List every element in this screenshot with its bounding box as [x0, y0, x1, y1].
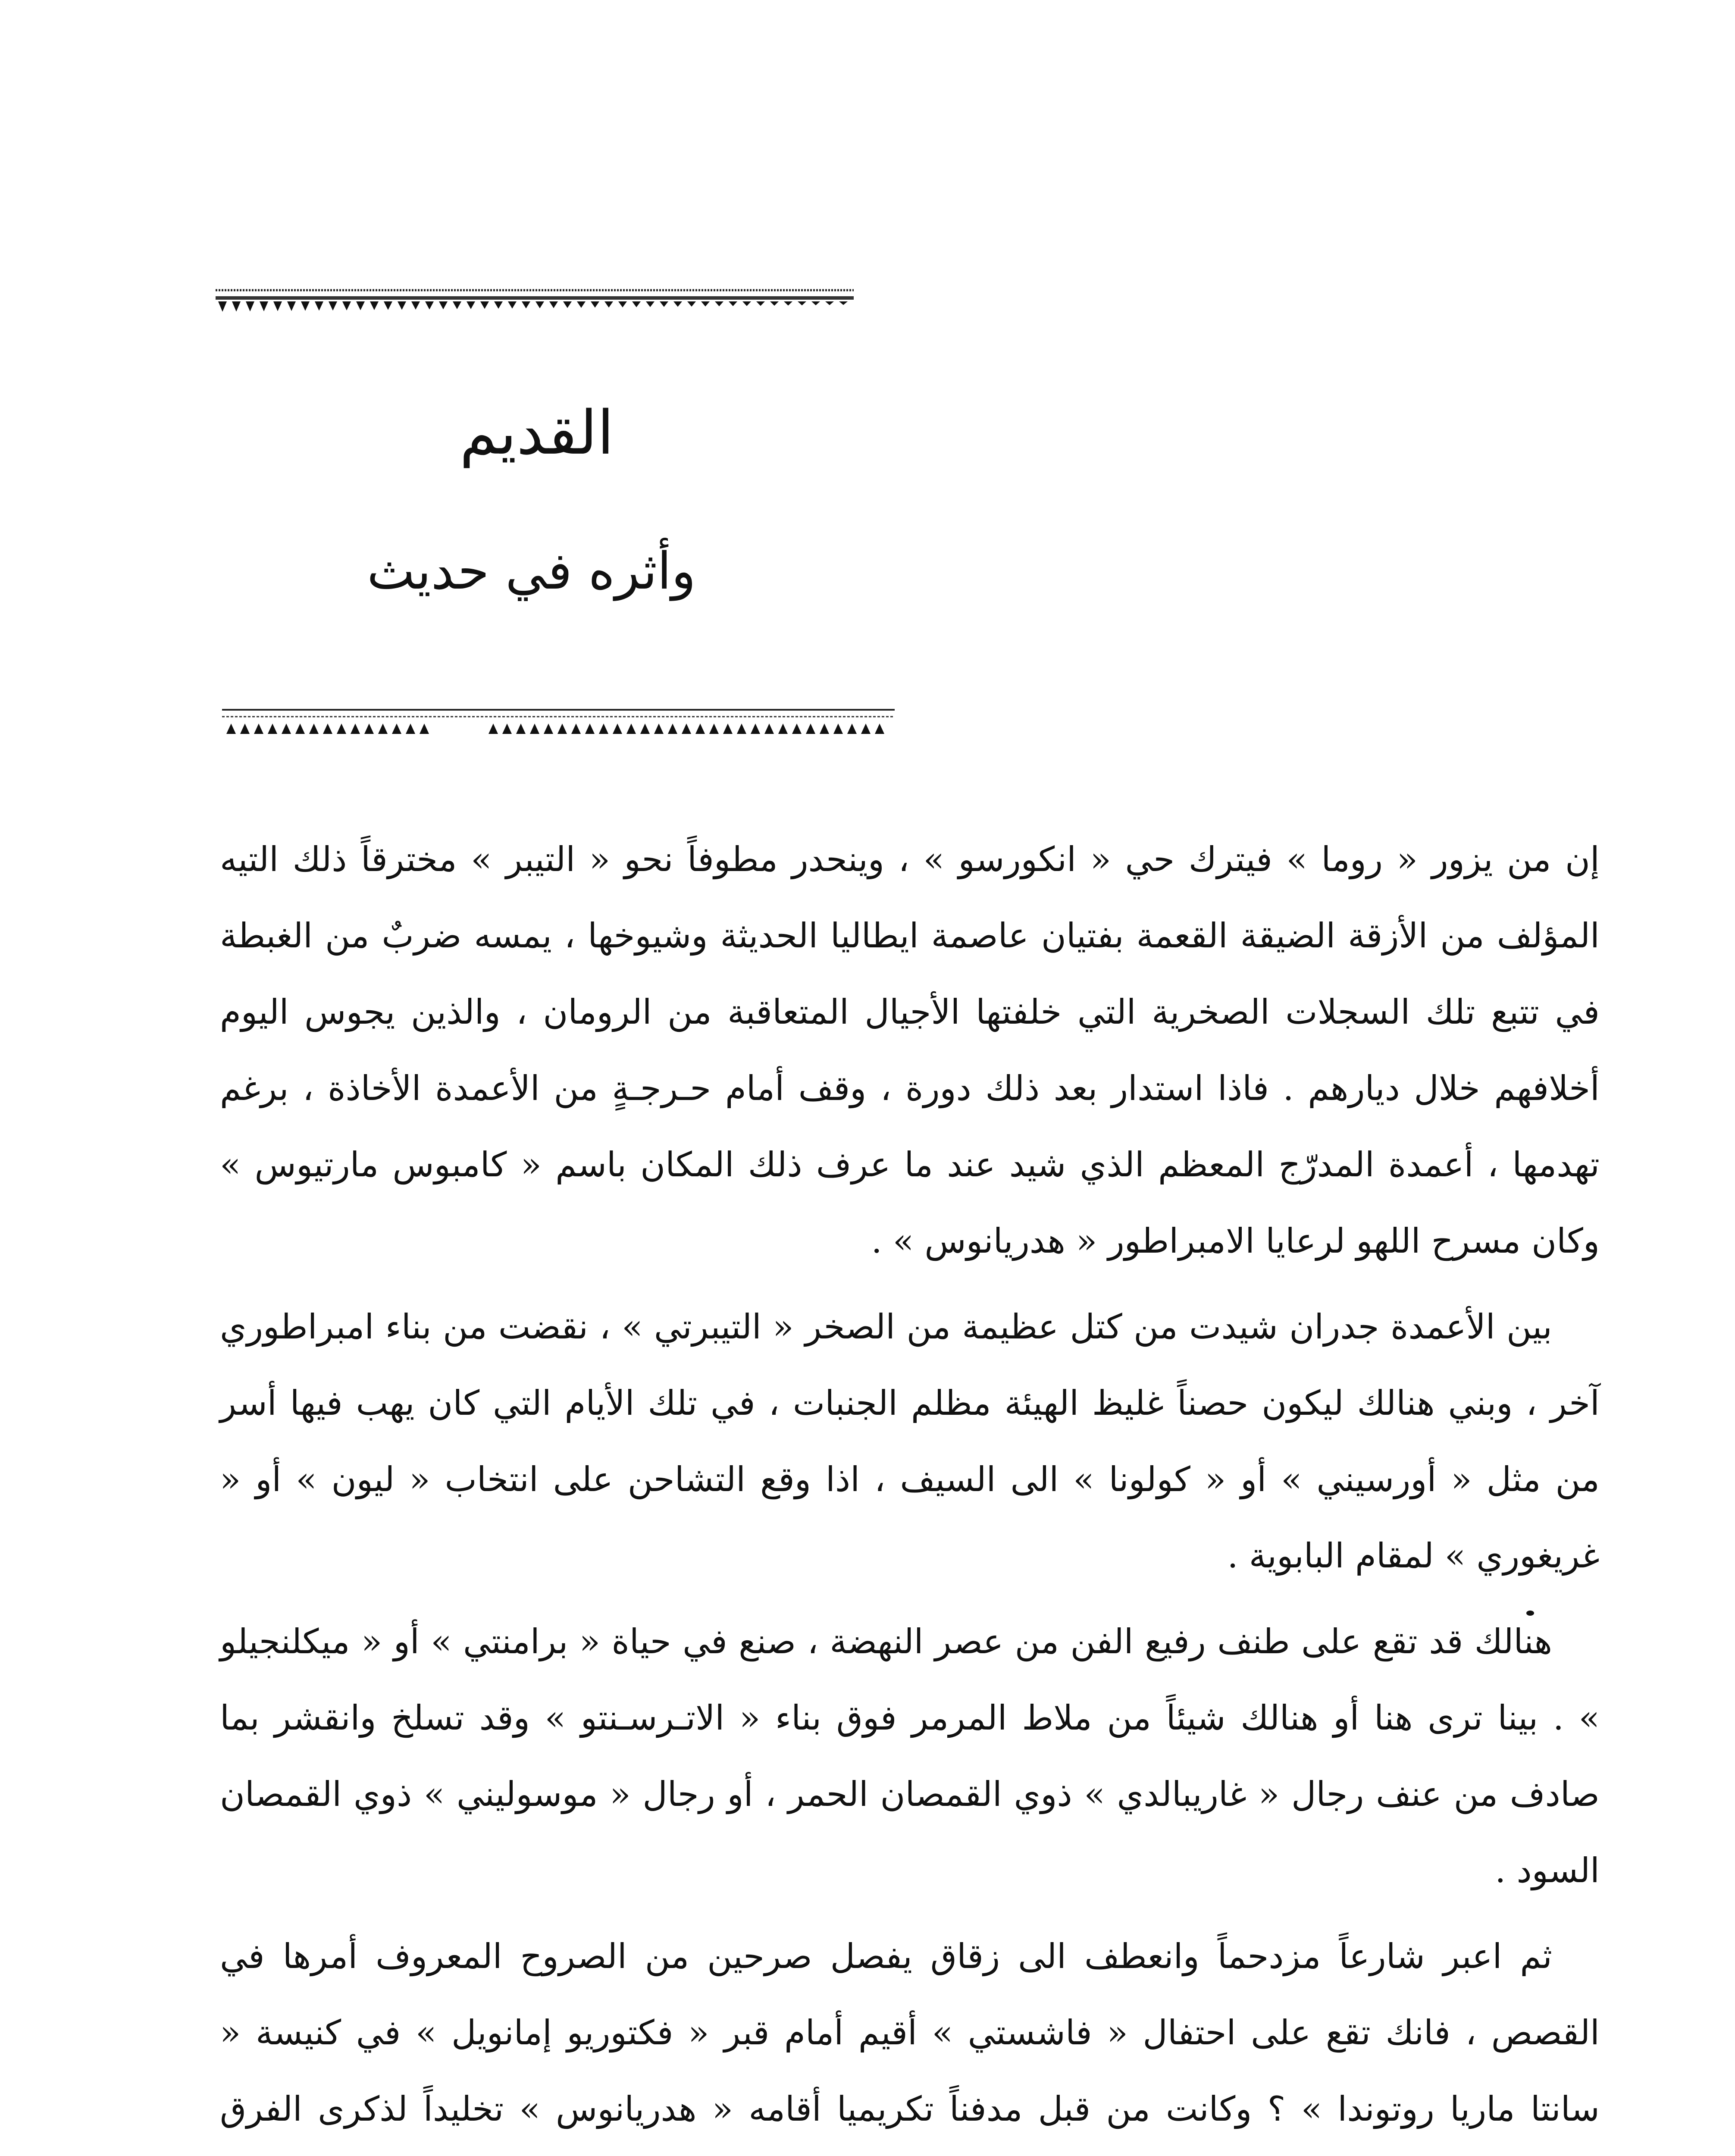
ornament-glyph [439, 301, 448, 309]
ornament-glyph [351, 724, 360, 734]
ornament-glyph [467, 301, 475, 309]
ornament-glyph [742, 301, 751, 306]
ornament-glyph [295, 724, 305, 734]
ornament-glyph [784, 301, 792, 306]
ornament-glyph [544, 724, 553, 734]
paragraph: إن من يزور « روما » فيترك حي « انكورسو » ، وينحدر مطوفاً نحو « التيبر » مخترقاً ذلك التيه المؤلف من الأزقة الضيقة القعمة بفتيان عاصمة ايطاليا الحديثة وشيوخها ، يمسه ضربٌ من الغبطة في تتبع تلك السجلات الصخرية التي خلفتها الأجيال المتعاقبة من الرومان ، والذين يجوس اليوم أخلافهم خلال ديارهم . فاذا استدار بعد ذلك دورة ، وقف أمام حـرجـةٍ من الأعمدة الأخاذة ، برغم تهدمها ، أعمدة المدرّج المعظم الذي شيد عند ما عرف ذلك المكان باسم « كامبوس مارتيوس » وكان مسرح اللهو لرعايا الامبراطور « هدريانوس » . [220, 840, 1600, 1261]
ornament-glyph [709, 724, 719, 734]
bottom-ornament-rule [222, 707, 895, 755]
ornament-glyph [687, 301, 696, 307]
ornament-glyph [695, 724, 705, 734]
paragraph: بين الأعمدة جدران شيدت من كتل عظيمة من الصخر « التيبرتي » ، نقضت من بناء امبراطوري آخر ، وبني هنالك ليكون حصناً غليظ الهيئة مظلم الجنبات ، في تلك الأيام التي كان يهب فيها أسر من مثل « أورسيني » أو « كولونا » الى السيف ، اذا وقع التشاحن على انتخاب « ليون » أو « غريغوري » لمقام البابوية . [220, 1307, 1600, 1576]
ornament-glyph [260, 301, 268, 311]
ornament-glyph [654, 724, 664, 734]
ornament-glyph [820, 724, 829, 734]
ornament-glyph [530, 724, 539, 734]
ornament-glyph [315, 301, 323, 311]
ornament-glyph [240, 724, 250, 734]
ornament-glyph [226, 724, 236, 734]
ornament-glyph [591, 301, 599, 308]
ornament-glyph [861, 724, 871, 734]
article-body [220, 821, 1600, 2156]
ornament-glyph [232, 301, 241, 312]
ornament-glyph [770, 301, 779, 306]
ornament-glyph [323, 724, 332, 734]
ornament-glyph [723, 724, 733, 734]
ornament-glyph [516, 724, 526, 734]
ornament-glyph [839, 301, 848, 305]
ornament-glyph [618, 301, 627, 307]
ornament-glyph [337, 724, 346, 734]
ornament-glyph [364, 724, 374, 734]
ornament-glyph [715, 301, 723, 306]
ornament-glyph [301, 301, 310, 311]
ornament-glyph [811, 301, 820, 305]
ornament-glyph [549, 301, 558, 308]
ornament-glyph [825, 301, 834, 305]
ornament-glyph [673, 301, 682, 307]
paragraph: هنالك قد تقع على طنف رفيع الفن من عصر النهضة ، صنع في حياة « برامنتي » أو « ميكلنجيلو » . بينا ترى هنا أو هنالك شيئاً من ملاط المرمر فوق بناء « الاتـرسـنتو » وقد تسلخ وانقشر بما صادف من عنف رجال « غاريبالدي » ذوي القمصان الحمر ، أو رجال « موسوليني » ذوي القمصان السود . [220, 1622, 1600, 1890]
ornament-glyph [246, 301, 254, 311]
ornament-glyph [626, 724, 636, 734]
ornament-glyph [273, 301, 282, 311]
ornament-glyph [585, 724, 595, 734]
ornament-glyph [425, 301, 434, 310]
ornament-glyph [751, 724, 760, 734]
ornament-glyph [632, 301, 641, 307]
ornament-glyph [420, 724, 429, 734]
ornament-glyph [378, 724, 388, 734]
page-subtitle: وأثره في حديث [367, 541, 696, 601]
ornament-glyph [309, 724, 319, 734]
ornament-glyph [342, 301, 351, 310]
ornament-glyph [577, 301, 586, 308]
ornament-glyph [701, 301, 710, 307]
ornament-glyph [329, 301, 337, 310]
ornament-glyph [218, 301, 227, 312]
ornament-glyph [370, 301, 379, 310]
ornament-glyph [494, 301, 503, 309]
ornament-glyph [729, 301, 737, 306]
ornament-glyph [875, 724, 884, 734]
ornament-glyph [411, 301, 420, 310]
ornament-glyph [640, 724, 650, 734]
ornament-glyph [268, 724, 277, 734]
ornament-glyph [557, 724, 567, 734]
ornament-glyph [668, 724, 677, 734]
ornament-glyph [453, 301, 461, 309]
ornament-glyph [522, 301, 530, 308]
ornament-glyph [563, 301, 572, 308]
ornament-glyph [798, 301, 806, 305]
ornament-glyph [287, 301, 296, 311]
ornament-glyph [489, 724, 498, 734]
ornament-glyph [571, 724, 581, 734]
ornament-glyph [682, 724, 691, 734]
ornament-glyph [356, 301, 365, 310]
ornament-glyph [384, 301, 392, 310]
ornament-glyph [406, 724, 415, 734]
ornament-glyph [778, 724, 788, 734]
ornament-glyph [604, 301, 613, 307]
ornament-glyph [756, 301, 765, 306]
margin-ink-mark [1526, 1611, 1534, 1616]
ornament-glyph [480, 301, 489, 309]
ornament-glyph [536, 301, 544, 308]
ornament-glyph [847, 724, 857, 734]
ornament-glyph [398, 301, 406, 310]
ornament-glyph [806, 724, 815, 734]
ornament-glyph [792, 724, 802, 734]
ornament-glyph [508, 301, 517, 309]
ornament-glyph [833, 724, 843, 734]
ornament-glyph [282, 724, 291, 734]
ornament-glyph [613, 724, 622, 734]
ornament-glyph [660, 301, 668, 307]
ornament-glyph [502, 724, 512, 734]
top-ornament-rule [216, 287, 854, 313]
ornament-glyph [254, 724, 263, 734]
ornament-glyph [392, 724, 401, 734]
ornament-glyph [646, 301, 655, 307]
ornament-glyph [599, 724, 608, 734]
ornament-glyph [737, 724, 746, 734]
ornament-glyph [764, 724, 774, 734]
paragraph: ثم اعبر شارعاً مزدحماً وانعطف الى زقاق يفصل صرحين من الصروح المعروف أمرها في القصص ، فانك تقع على احتفال « فاشستي » أقيم أمام قبر « فكتوريو إمانويل » في كنيسة « سانتا ماريا روتوندا » ؟ وكانت من قبل مدفناً تكريميا أقامه « هدريانوس » تخليداً لذكرى الفرق [220, 1937, 1600, 2129]
page-title: القديم [460, 398, 614, 468]
